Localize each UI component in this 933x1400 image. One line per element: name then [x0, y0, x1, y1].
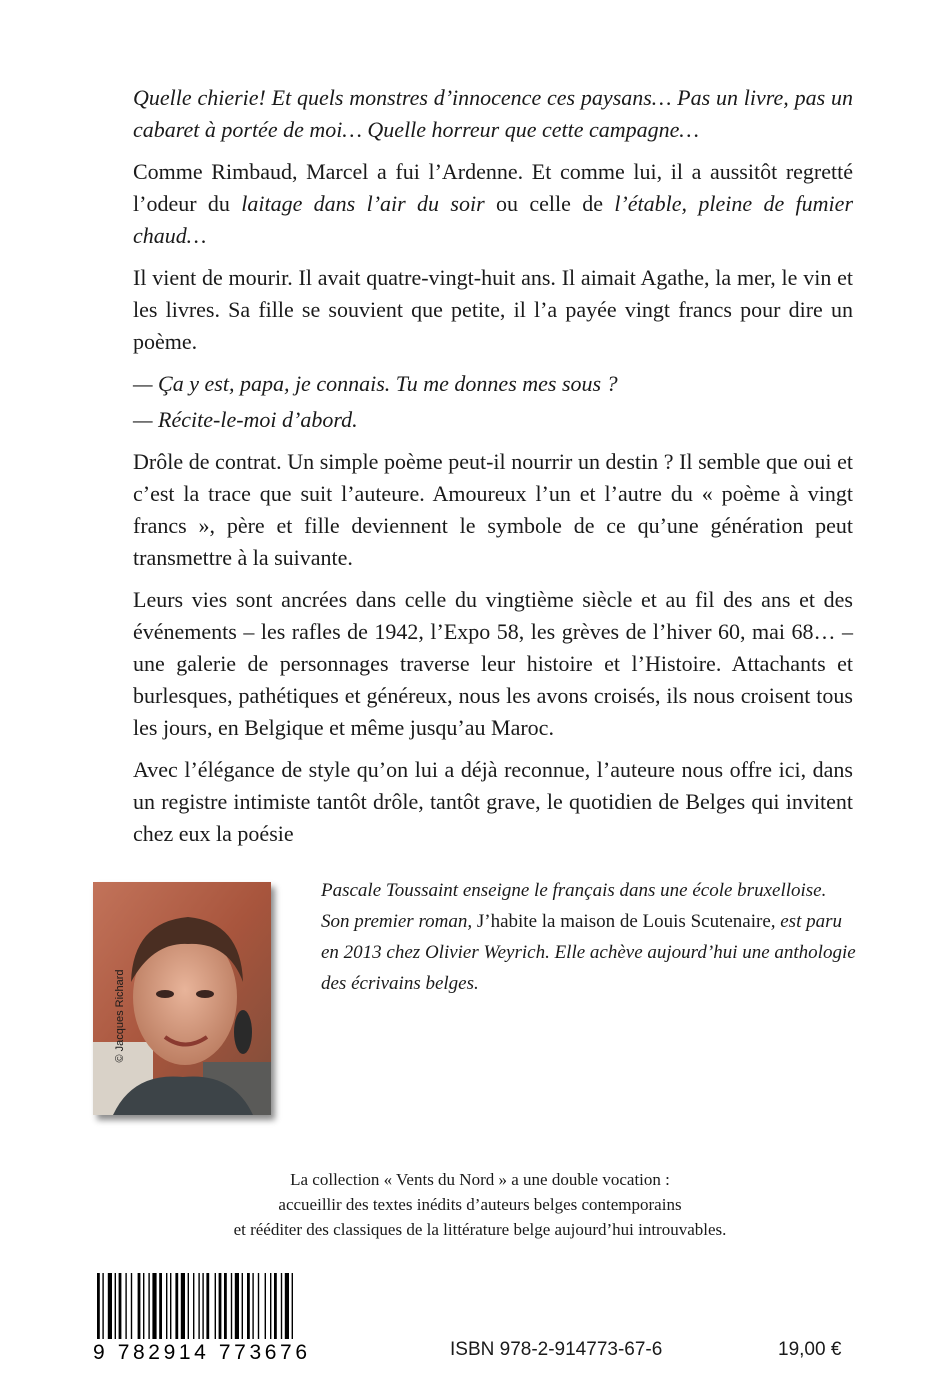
paragraph-style: Avec l’élégance de style qu’on lui a déjà reconnue, l’auteure nous offre ici, dans un registre intimiste tantôt drôle, tantôt grave, le quotidien de Belges qui invitent chez eux la poésie: [133, 757, 853, 846]
back-cover-blurb: [133, 82, 853, 860]
opening-quote: Quelle chierie! Et quels monstres d’innocence ces paysans… Pas un livre, pas un cabaret à portée de moi… Quelle horreur que cette campagne…: [133, 85, 853, 142]
paragraph-lives: Leurs vies sont ancrées dans celle du vingtième siècle et au fil des ans et des événements – les rafles de 1942, l’Expo 58, les grèves de l’hiver 60, mai 68… – une galerie de personnages traverse leur histoire et l’Histoire. Attachants et burlesques, pathétiques et généreux, nous les avons croisés, ils nous croisent tous les jours, en Belgique et même jusqu’au Maroc.: [133, 587, 853, 740]
price: 19,00 €: [778, 1339, 842, 1360]
photo-credit: © Jacques Richard: [114, 969, 126, 1063]
paragraph-death: Il vient de mourir. Il avait quatre-vingt-huit ans. Il aimait Agathe, la mer, le vin et les livres. Sa fille se souvient que petite, il l’a payée vingt francs pour dire un poème.: [133, 265, 853, 354]
dialogue-line-2: — Récite-le-moi d’abord.: [133, 407, 358, 432]
author-bio: Pascale Toussaint enseigne le français dans une école bruxelloise. Son premier roman, J’habite la maison de Louis Scutenaire, est paru en 2013 chez Olivier Weyrich. Elle achève aujourd’hui une anthologie des écrivains belges.: [321, 880, 856, 994]
dialogue-line-1: — Ça y est, papa, je connais. Tu me donnes mes sous ?: [133, 371, 618, 396]
barcode-bars: [93, 1273, 311, 1363]
collection-note: La collection « Vents du Nord » a une double vocation : accueillir des textes inédits d’auteurs belges contemporains et rééditer des classiques de la littérature belge aujourd’hui introuvables.: [233, 1170, 727, 1239]
book-title: J’habite la maison de Louis Scutenaire: [476, 911, 771, 932]
barcode: [93, 1273, 311, 1363]
barcode-digits: 9 782914 773676: [93, 1341, 307, 1363]
isbn: ISBN 978-2-914773-67-6: [450, 1339, 663, 1360]
paragraph-contract: Drôle de contrat. Un simple poème peut-il nourrir un destin ? Il semble que oui et c’est la trace que suit l’auteure. Amoureux l’un et l’autre du « poème à vingt francs », père et fille deviennent le symbole de ce qu’une génération peut transmettre à la suivante.: [133, 449, 853, 570]
paragraph-rimbaud: Comme Rimbaud, Marcel a fui l’Ardenne. Et comme lui, il a aussitôt regretté l’odeur du laitage dans l’air du soir ou celle de l’étable, pleine de fumier chaud…: [133, 159, 854, 248]
